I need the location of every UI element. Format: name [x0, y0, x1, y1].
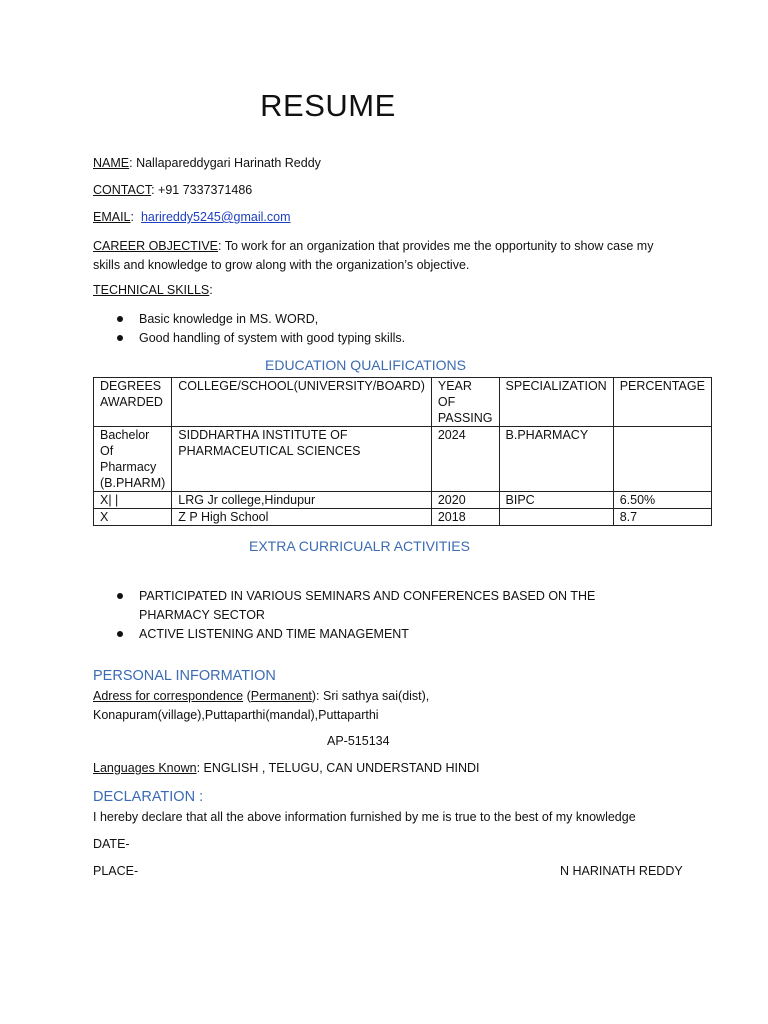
column-header: COLLEGE/SCHOOL(UNIVERSITY/BOARD): [172, 378, 432, 427]
bullet-icon: [117, 593, 123, 599]
email-line: [93, 210, 291, 224]
contact-line: [93, 183, 252, 197]
table-cell: 8.7: [613, 509, 711, 526]
bullet-icon: [117, 316, 123, 322]
activity-text: ACTIVE LISTENING AND TIME MANAGEMENT: [139, 627, 409, 641]
table-row: [94, 492, 712, 509]
activity-text: PARTICIPATED IN VARIOUS SEMINARS AND CONFERENCES BASED ON THE PHARMACY SECTOR: [139, 589, 596, 622]
languages-line: [93, 761, 479, 775]
email-label: EMAIL: [93, 210, 131, 224]
name-line: [93, 156, 321, 170]
skill-text: Basic knowledge in MS. WORD,: [139, 312, 319, 326]
column-header: YEAR OF PASSING: [431, 378, 499, 427]
career-objective-text: : To work for an organization that provides me the opportunity to show case my skills and knowledge to grow along with the organization’s objective.: [93, 239, 654, 272]
table-cell: [499, 509, 613, 526]
address-type: Permanent: [250, 689, 312, 703]
list-item: [114, 587, 654, 625]
contact-value: : +91 7337371486: [151, 183, 253, 197]
career-objective: [93, 237, 673, 275]
technical-skills-list: [114, 310, 405, 348]
bullet-icon: [117, 631, 123, 637]
list-item: [114, 625, 654, 644]
table-header-row: [94, 378, 712, 427]
table-cell: BIPC: [499, 492, 613, 509]
declaration-heading: DECLARATION :: [93, 789, 204, 805]
education-heading: EDUCATION QUALIFICATIONS: [265, 357, 466, 373]
table-cell: [613, 427, 711, 492]
list-item: [114, 310, 405, 329]
extra-activities-list: [114, 587, 654, 644]
languages-label: Languages Known: [93, 761, 197, 775]
resume-title: RESUME: [260, 88, 396, 123]
name-value: : Nallapareddygari Harinath Reddy: [129, 156, 321, 170]
table-cell: LRG Jr college,Hindupur: [172, 492, 432, 509]
table-cell: 6.50%: [613, 492, 711, 509]
address-label: Adress for correspondence: [93, 689, 244, 703]
technical-skills-colon: :: [209, 283, 213, 297]
table-cell: 2024: [431, 427, 499, 492]
bullet-icon: [117, 335, 123, 341]
table-row: [94, 427, 712, 492]
pincode: AP-515134: [327, 734, 390, 748]
table-cell: X| |: [94, 492, 172, 509]
date-label: DATE-: [93, 837, 130, 851]
personal-info-heading: PERSONAL INFORMATION: [93, 668, 276, 684]
table-cell: SIDDHARTHA INSTITUTE OF PHARMACEUTICAL SCIENCES: [172, 427, 432, 492]
address-line-1: [93, 689, 429, 703]
contact-label: CONTACT: [93, 183, 152, 197]
column-header: PERCENTAGE: [613, 378, 711, 427]
extra-activities-heading: EXTRA CURRICUALR ACTIVITIES: [249, 538, 470, 554]
place-label: PLACE-: [93, 864, 139, 878]
table-cell: Bachelor Of Pharmacy (B.PHARM): [94, 427, 172, 492]
table-row: [94, 509, 712, 526]
name-label: NAME: [93, 156, 130, 170]
table-cell: B.PHARMACY: [499, 427, 613, 492]
list-item: [114, 329, 405, 348]
table-cell: 2020: [431, 492, 499, 509]
email-link[interactable]: harireddy5245@gmail.com: [140, 210, 291, 224]
address-paren: (: [243, 689, 251, 703]
table-cell: 2018: [431, 509, 499, 526]
languages-value: : ENGLISH , TELUGU, CAN UNDERSTAND HINDI: [196, 761, 480, 775]
column-header: DEGREES AWARDED: [94, 378, 172, 427]
technical-skills-label: TECHNICAL SKILLS: [93, 283, 210, 297]
email-separator: :: [130, 210, 141, 224]
career-objective-label: CAREER OBJECTIVE: [93, 239, 219, 253]
address-line-2: Konapuram(village),Puttaparthi(mandal),Puttaparthi: [93, 708, 379, 722]
address-text: ): Sri sathya sai(dist),: [311, 689, 430, 703]
column-header: SPECIALIZATION: [499, 378, 613, 427]
table-cell: Z P High School: [172, 509, 432, 526]
education-table: [93, 377, 712, 526]
signature-name: N HARINATH REDDY: [560, 864, 683, 878]
declaration-text: I hereby declare that all the above information furnished by me is true to the best of my knowledge: [93, 810, 636, 824]
technical-skills-heading: [93, 283, 213, 297]
skill-text: Good handling of system with good typing skills.: [139, 331, 406, 345]
table-cell: X: [94, 509, 172, 526]
